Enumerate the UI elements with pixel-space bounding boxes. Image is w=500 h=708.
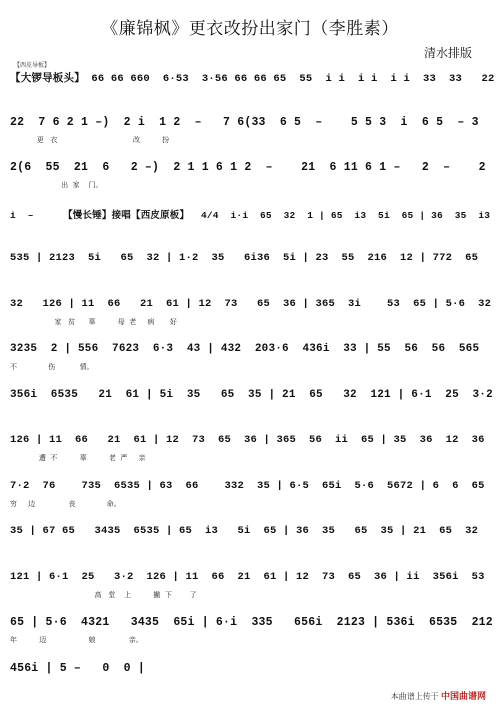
score-line [10, 207, 494, 247]
lyrics-line: 不 伤 情。 [10, 363, 94, 371]
score-line [10, 480, 494, 520]
jianpu-notes: 535 | 2123 5i 65 32 | 1·2 35 6i36 5i | 23 55 216 12 | 772 65 [10, 252, 479, 264]
lyrics-line: 年 迈 娘 亲。 [10, 636, 143, 644]
footer [391, 689, 486, 702]
score-line [10, 298, 494, 338]
jianpu-notes: 【大锣导板头】 66 66 660 6·53 3·56 66 66 65 55 i i i i i i 33 33 22 [10, 73, 495, 85]
footer-brand: 中国曲谱网 [440, 691, 486, 701]
score-line [10, 525, 494, 565]
score-line [10, 616, 494, 656]
tag-xipi-daoban: 【西皮导板】 [14, 63, 51, 69]
lyrics-line: 出 家 门。 [10, 181, 103, 189]
lyrics-line: 更 衣 改 扮 [10, 135, 170, 144]
lyrics-line: 遭 不 辜 老 严 亲 [10, 454, 146, 462]
score-line [10, 252, 494, 292]
page-title: 《廉锦枫》更衣改扮出家门（李胜素） [101, 19, 399, 39]
lyrics-line: 穷 边 丧 命。 [10, 499, 121, 508]
score-line [10, 389, 494, 429]
jianpu-notes: 356i 6535 21 61 | 5i 35 65 35 | 21 65 32 121 | 6·1 25 3·2 [10, 388, 493, 401]
jianpu-notes: 3235 2 | 556 7623 6·3 43 | 432 203·6 436i 33 | 55 56 56 565 [10, 343, 480, 355]
score-line [10, 70, 494, 110]
score-line [10, 434, 494, 474]
lyrics-line: 家 贫 辜 母 老 病 好 [10, 317, 177, 326]
footer-text: 本曲谱上传于 [390, 692, 439, 701]
lyrics-line: 高 堂 上 撇 下 了 [10, 590, 197, 599]
arranger-credit: 清水排版 [423, 46, 472, 60]
jianpu-notes: 7·2 76 735 6535 | 63 66 332 35 | 6·5 65i 5·6 5672 | 6 6 65 [10, 479, 485, 492]
jianpu-notes: 456i | 5 – 0 0 | [10, 661, 145, 675]
jianpu-notes: 126 | 11 66 21 61 | 12 73 65 36 | 365 56 ii 65 | 35 36 12 36 [10, 434, 485, 446]
jianpu-notes: 22 7 6 2 1 –) 2 i 1 2 – 7 6(33 6 5 – 5 5 3 i 6 5 – 3 [10, 115, 479, 129]
jianpu-notes: 2(6 55 21 6 2 –) 2 1 1 6 1 2 – 21 6 11 6 1 – 2 – 2 [10, 161, 486, 174]
score-line [10, 343, 494, 383]
jianpu-notes: 32 126 | 11 66 21 61 | 12 73 65 36 | 365 3i 53 65 | 5·6 32 [10, 297, 492, 310]
jianpu-notes: 121 | 6·1 25 3·2 126 | 11 66 21 61 | 12 73 65 36 | ii 356i 53 [10, 570, 485, 583]
jianpu-notes: 65 | 5·6 4321 3435 65i | 6·i 335 656i 2123 | 536i 6535 212 [10, 616, 493, 629]
score-line [10, 571, 494, 611]
score-line [10, 116, 494, 156]
jianpu-notes: 35 | 67 65 3435 6535 | 65 i3 5i 65 | 36 35 65 35 | 21 65 32 [10, 525, 479, 537]
score-line [10, 161, 494, 201]
jianpu-notes: i – 【慢长锤】接唱【西皮原板】 4/4 i·i 65 32 1 | 65 i3 5i 65 | 36 35 i3 [10, 209, 491, 221]
